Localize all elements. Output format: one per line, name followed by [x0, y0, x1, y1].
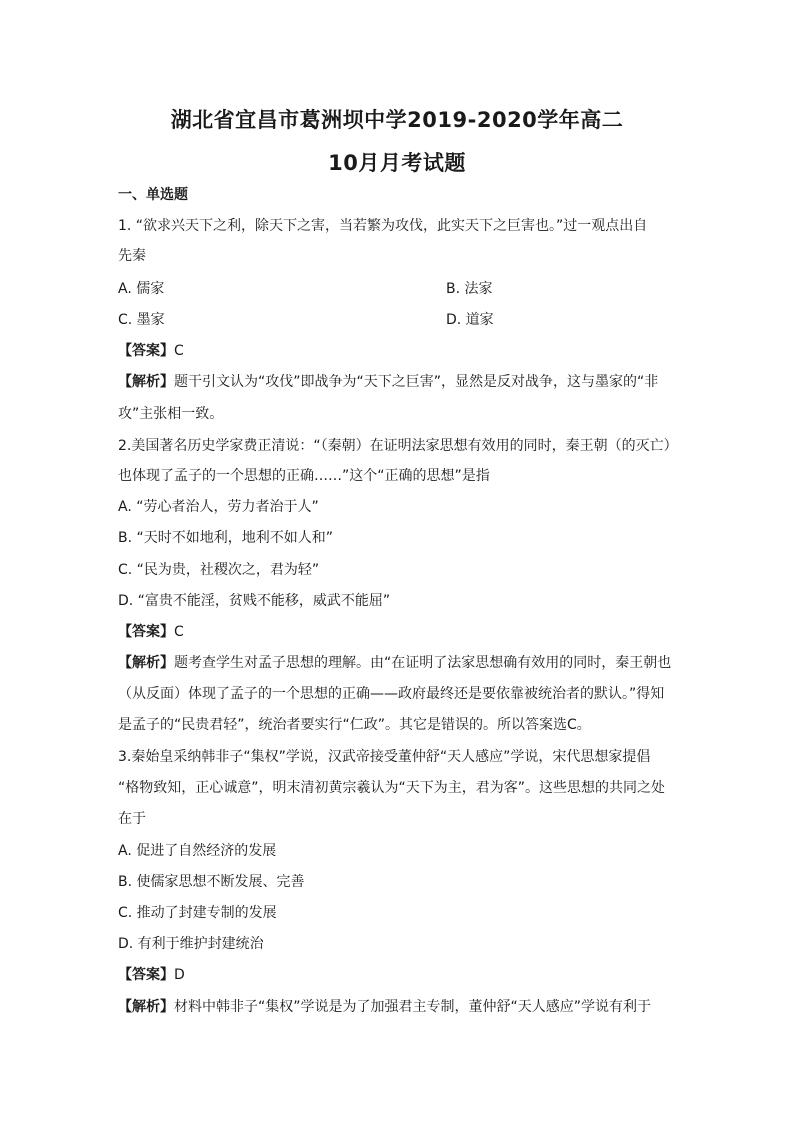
section-heading: 一、单选题: [118, 187, 188, 203]
q1-analysis-line-1: [118, 372, 658, 392]
answer-value: C: [174, 343, 184, 359]
q2-analysis-line-1: [118, 653, 671, 673]
q2-option-c: C. “民为贵，社稷次之，君为轻”: [118, 562, 320, 578]
analysis-text: 材料中韩非子“集权”学说是为了加强君主专制，董仲舒“天人感应”学说有利于: [174, 999, 652, 1015]
q1-option-a: A. 儒家: [118, 281, 165, 297]
analysis-tag: 【解析】: [118, 999, 174, 1015]
q1-stem-line-2: 先秦: [118, 248, 146, 264]
q3-option-b: B. 使儒家思想不断发展、完善: [118, 874, 305, 890]
q3-analysis-line-1: [118, 997, 651, 1017]
q1-analysis-line-2: 攻”主张相一致。: [118, 406, 224, 422]
q1-option-c: C. 墨家: [118, 312, 165, 328]
answer-tag: 【答案】: [118, 624, 174, 640]
analysis-text: 题干引文认为“攻伐”即战争为“天下之巨害”，显然是反对战争，这与墨家的“非: [174, 374, 659, 390]
q3-option-c: C. 推动了封建专制的发展: [118, 905, 277, 921]
q3-answer-line: [118, 965, 185, 985]
q3-option-a: A. 促进了自然经济的发展: [118, 843, 277, 859]
q3-stem-line-3: 在于: [118, 811, 146, 827]
title-line-1: 湖北省宜昌市葛洲坝中学2019-2020学年高二: [170, 108, 624, 132]
q1-option-d: D. 道家: [446, 312, 494, 328]
q2-option-b: B. “天时不如地利，地利不如人和”: [118, 530, 334, 546]
q2-stem-line-1: 2.美国著名历史学家费正清说：“（秦朝）在证明法家思想有效用的同时，秦王朝（的灭亡）: [118, 438, 678, 454]
analysis-text: 题考查学生对孟子思想的理解。由“在证明了法家思想确有效用的同时，秦王朝也: [174, 655, 672, 671]
q2-option-d: D. “富贵不能淫，贫贱不能移，威武不能屈”: [118, 593, 391, 609]
q2-analysis-line-3: 是孟子的“民贵君轻”，统治者要实行“仁政”。其它是错误的。所以答案选C。: [118, 717, 591, 733]
q1-answer-line: [118, 341, 184, 361]
answer-value: C: [174, 624, 184, 640]
q1-option-b: B. 法家: [446, 281, 493, 297]
analysis-tag: 【解析】: [118, 374, 174, 390]
q2-stem-line-2: 也体现了孟子的一个思想的正确……”这个“正确的思想”是指: [118, 468, 490, 484]
q2-option-a: A. “劳心者治人，劳力者治于人”: [118, 499, 319, 515]
q1-stem-line-1: 1. “欲求兴天下之利，除天下之害，当若繁为攻伐，此实天下之巨害也。”过一观点出自: [118, 218, 648, 234]
q3-option-d: D. 有利于维护封建统治: [118, 936, 264, 952]
title-line-2: 10月月考试题: [328, 151, 466, 175]
answer-tag: 【答案】: [118, 967, 174, 983]
answer-value: D: [174, 967, 185, 983]
answer-tag: 【答案】: [118, 343, 174, 359]
q3-stem-line-2: “格物致知，正心诚意”，明末清初黄宗羲认为“天下为主，君为客”。这些思想的共同之处: [118, 780, 666, 796]
q3-stem-line-1: 3.秦始皇采纳韩非子“集权”学说，汉武帝接受董仲舒“天人感应”学说，宋代思想家提倡: [118, 749, 651, 765]
q2-analysis-line-2: （从反面）体现了孟子的一个思想的正确——政府最终还是要依靠被统治者的默认。”得知: [118, 686, 665, 702]
analysis-tag: 【解析】: [118, 655, 174, 671]
q2-answer-line: [118, 622, 184, 642]
